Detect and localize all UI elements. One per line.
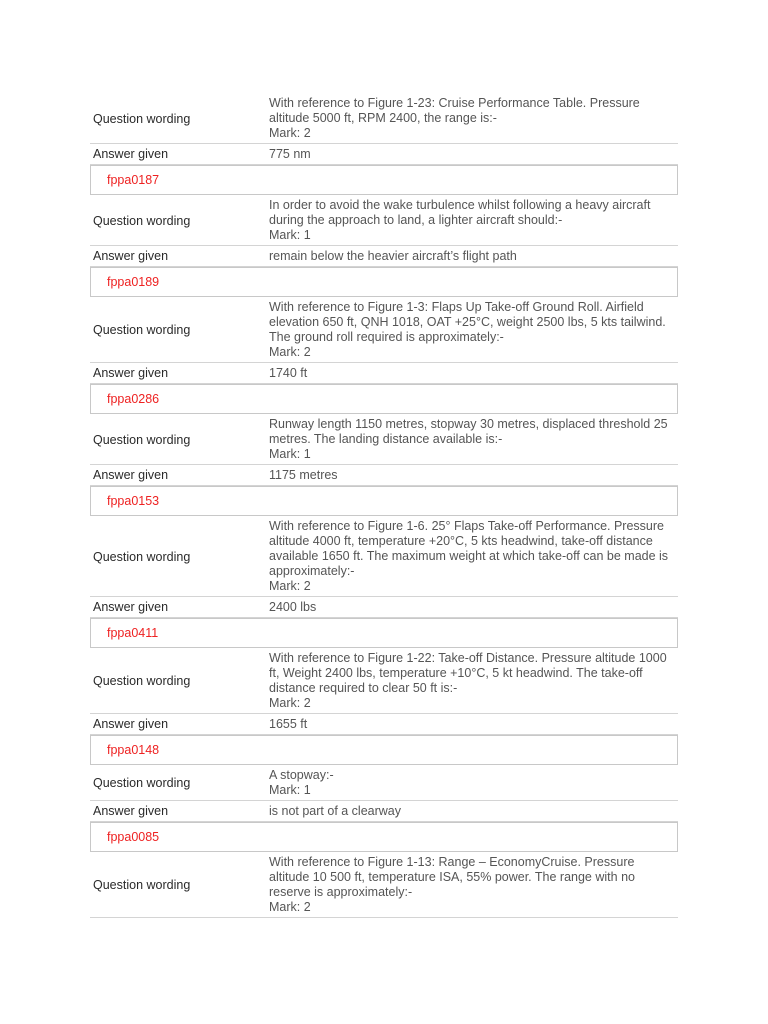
question-label: Question wording (93, 111, 191, 126)
question-code: fppa0148 (107, 743, 160, 757)
question-line: With reference to Figure 1-3: Flaps Up Take-off Ground Roll. Airfield (269, 300, 644, 314)
question-line: Mark: 1 (269, 228, 311, 242)
question-line: Mark: 2 (269, 126, 311, 140)
question-text (269, 96, 678, 141)
question-row (90, 197, 678, 246)
answer-label: Answer given (93, 804, 169, 818)
question-text (269, 198, 678, 243)
question-line: during the approach to land, a lighter aircraft should:- (269, 213, 563, 227)
question-line: With reference to Figure 1-6. 25° Flaps Take-off Performance. Pressure (269, 519, 664, 533)
question-list (90, 95, 678, 918)
answer-label: Answer given (93, 468, 169, 482)
question-line: Mark: 2 (269, 900, 311, 914)
question-code-box (90, 822, 678, 852)
question-code-box (90, 735, 678, 765)
question-line: ft, Weight 2400 lbs, temperature +10°C, 5 kt headwind. The take-off (269, 666, 643, 680)
question-line: altitude 10 500 ft, temperature ISA, 55% power. The range with no (269, 870, 635, 884)
answer-text: 1740 ft (269, 365, 308, 380)
question-label: Question wording (93, 878, 191, 892)
question-line: The ground roll required is approximately:- (269, 330, 504, 344)
question-code-box (90, 486, 678, 516)
question-code-box (90, 267, 678, 297)
question-line: Mark: 2 (269, 696, 311, 710)
question-code: fppa0189 (107, 275, 160, 289)
question-line: In order to avoid the wake turbulence whilst following a heavy aircraft (269, 198, 651, 212)
question-code: fppa0286 (107, 392, 160, 406)
question-line: distance required to clear 50 ft is:- (269, 681, 458, 695)
question-code-box (90, 384, 678, 414)
question-line: elevation 650 ft, QNH 1018, OAT +25°C, weight 2500 lbs, 5 kts tailwind. (269, 315, 666, 329)
question-line: Runway length 1150 metres, stopway 30 metres, displaced threshold 25 (269, 417, 668, 431)
answer-text: 2400 lbs (269, 599, 317, 614)
question-row (90, 767, 678, 801)
question-line: With reference to Figure 1-22: Take-off Distance. Pressure altitude 1000 (269, 651, 667, 665)
answer-row (90, 363, 678, 384)
answer-text: 775 nm (269, 146, 311, 161)
question-line: approximately:- (269, 564, 355, 578)
question-row (90, 299, 678, 363)
answer-row (90, 597, 678, 618)
question-row (90, 854, 678, 918)
question-code-box (90, 165, 678, 195)
question-label: Question wording (93, 432, 191, 447)
question-line: Mark: 2 (269, 345, 311, 359)
question-line: Mark: 2 (269, 579, 311, 593)
question-label: Question wording (93, 549, 191, 564)
question-row (90, 416, 678, 465)
question-code: fppa0187 (107, 173, 160, 187)
question-code-box (90, 618, 678, 648)
question-row (90, 95, 678, 144)
question-code: fppa0085 (107, 830, 160, 844)
answer-label: Answer given (93, 249, 169, 263)
answer-text: remain below the heavier aircraft’s flight path (269, 248, 517, 263)
question-line: With reference to Figure 1-13: Range – EconomyCruise. Pressure (269, 855, 635, 869)
question-line: metres. The landing distance available is:- (269, 432, 503, 446)
answer-row (90, 465, 678, 486)
answer-row (90, 144, 678, 165)
answer-label: Answer given (93, 147, 169, 161)
question-text (269, 519, 678, 594)
answer-label: Answer given (93, 600, 169, 614)
answer-row (90, 246, 678, 267)
question-text (269, 300, 678, 360)
question-line: altitude 4000 ft, temperature +20°C, 5 kts headwind, take-off distance (269, 534, 653, 548)
question-text (269, 417, 678, 462)
question-code: fppa0411 (107, 626, 159, 640)
answer-text: 1175 metres (269, 467, 338, 482)
question-line: Mark: 1 (269, 447, 311, 461)
question-text (269, 768, 678, 798)
question-row (90, 650, 678, 714)
question-line: reserve is approximately:- (269, 885, 413, 899)
question-code: fppa0153 (107, 494, 160, 508)
question-line: available 1650 ft. The maximum weight at which take-off can be made is (269, 549, 669, 563)
answer-row (90, 801, 678, 822)
answer-label: Answer given (93, 366, 169, 380)
question-label: Question wording (93, 213, 191, 228)
question-line: Mark: 1 (269, 783, 311, 797)
answer-text: is not part of a clearway (269, 803, 402, 818)
question-row (90, 518, 678, 597)
question-label: Question wording (93, 776, 191, 790)
question-line: altitude 5000 ft, RPM 2400, the range is:- (269, 111, 497, 125)
answer-text: 1655 ft (269, 716, 308, 731)
question-line: With reference to Figure 1-23: Cruise Performance Table. Pressure (269, 96, 640, 110)
question-label: Question wording (93, 674, 191, 688)
answer-label: Answer given (93, 717, 169, 731)
question-text (269, 651, 678, 711)
question-line: A stopway:- (269, 768, 334, 782)
question-label: Question wording (93, 323, 191, 337)
answer-row (90, 714, 678, 735)
question-text (269, 855, 678, 915)
